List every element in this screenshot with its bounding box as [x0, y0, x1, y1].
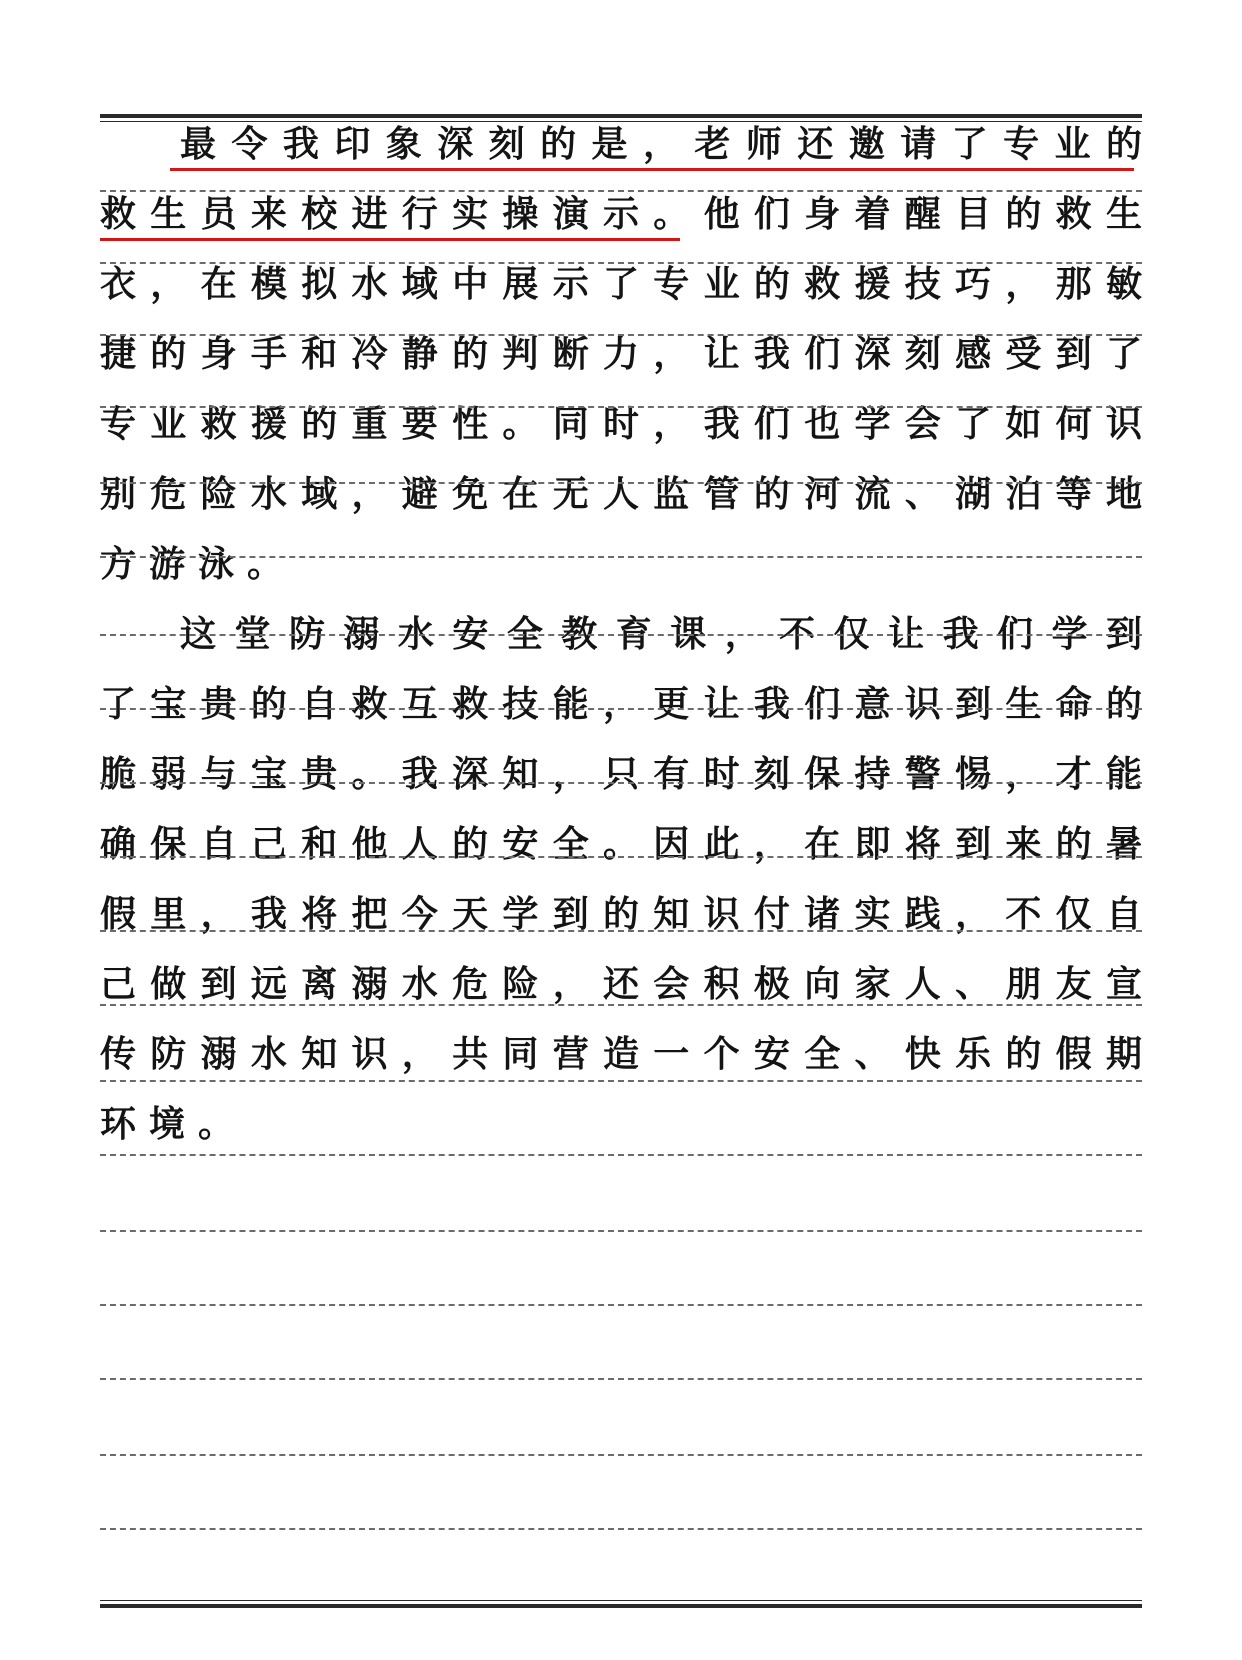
- text-line-1: 最令我印象深刻的是，老师还邀请了专业的: [180, 123, 1142, 165]
- ruled-line: [100, 1454, 1142, 1456]
- bottom-border: [100, 1600, 1142, 1608]
- ruled-line: [100, 1154, 1142, 1156]
- ruled-line: [100, 1304, 1142, 1306]
- text-line-12: 假里，我将把今天学到的知识付诸实践，不仅自: [100, 893, 1142, 935]
- text-line-7: 方游泳。: [100, 543, 297, 585]
- ruled-line: [100, 1528, 1142, 1530]
- highlight-underline-1: [170, 168, 1134, 171]
- ruled-line: [100, 930, 1142, 932]
- text-line-15: 环境。: [100, 1103, 248, 1145]
- ruled-line: [100, 708, 1142, 710]
- text-line-8: 这堂防溺水安全教育课，不仅让我们学到: [180, 613, 1142, 655]
- ruled-line: [100, 262, 1142, 264]
- text-line-3: 衣，在模拟水域中展示了专业的救援技巧，那敏: [100, 263, 1142, 305]
- text-line-5: 专业救援的重要性。同时，我们也学会了如何识: [100, 403, 1142, 445]
- text-line-10: 脆弱与宝贵。我深知，只有时刻保持警惕，才能: [100, 753, 1142, 795]
- ruled-line: [100, 1230, 1142, 1232]
- text-line-4: 捷的身手和冷静的判断力，让我们深刻感受到了: [100, 333, 1142, 375]
- ruled-line: [100, 406, 1142, 408]
- text-line-2: 救生员来校进行实操演示。他们身着醒目的救生: [100, 193, 1142, 235]
- ruled-line: [100, 1004, 1142, 1006]
- text-line-13: 己做到远离溺水危险，还会积极向家人、朋友宣: [100, 963, 1142, 1005]
- text-line-6: 别危险水域，避免在无人监管的河流、湖泊等地: [100, 473, 1142, 515]
- text-line-9: 了宝贵的自救互救技能，更让我们意识到生命的: [100, 683, 1142, 725]
- text-line-14: 传防溺水知识，共同营造一个安全、快乐的假期: [100, 1033, 1142, 1075]
- ruled-line: [100, 482, 1142, 484]
- text-line-11: 确保自己和他人的安全。因此，在即将到来的暑: [100, 823, 1142, 865]
- ruled-line: [100, 334, 1142, 336]
- ruled-line: [100, 190, 1142, 192]
- ruled-line: [100, 1378, 1142, 1380]
- ruled-line: [100, 556, 1142, 558]
- highlight-underline-2: [100, 238, 680, 241]
- ruled-line: [100, 856, 1142, 858]
- ruled-line: [100, 634, 1142, 636]
- ruled-line: [100, 782, 1142, 784]
- ruled-line: [100, 1080, 1142, 1082]
